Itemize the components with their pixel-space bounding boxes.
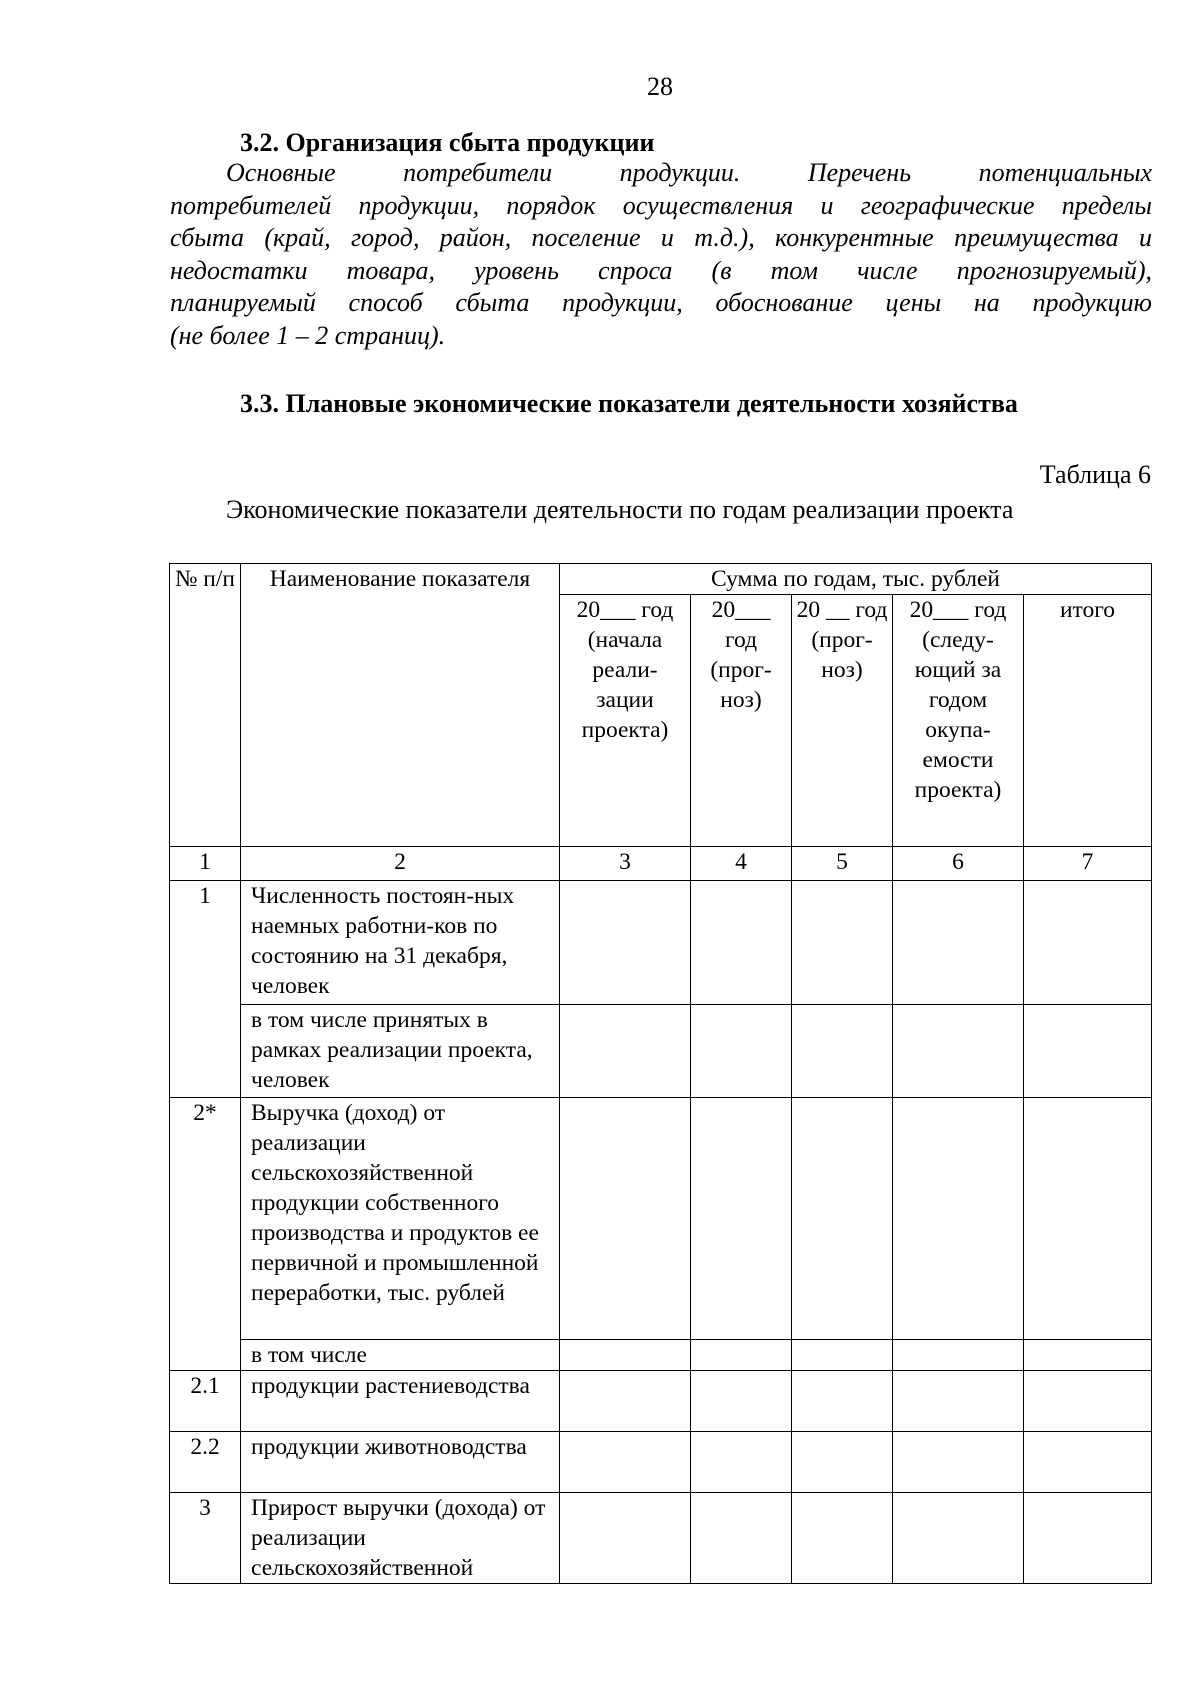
header-total: итого (1024, 595, 1152, 847)
table-caption: Экономические показатели деятельности по годам реализации проекта (226, 495, 1014, 524)
section-3-2-heading: 3.2. Организация сбыта продукции (240, 128, 655, 157)
table-cell (792, 1493, 893, 1584)
row-number: 3 (170, 1493, 241, 1584)
table-cell (1024, 881, 1152, 1005)
table-cell (1024, 1005, 1152, 1098)
table-cell (691, 1340, 792, 1371)
table-row (170, 1493, 1152, 1584)
table-cell (1024, 1432, 1152, 1493)
table-cell (560, 1432, 691, 1493)
table-cell (691, 1371, 792, 1432)
column-numbers-row (170, 847, 1152, 881)
table-cell (1024, 1371, 1152, 1432)
table-row (170, 1371, 1152, 1432)
table-row (170, 1340, 1152, 1371)
row-name: продукции животноводства (241, 1432, 560, 1493)
table-number: Таблица 6 (1039, 460, 1151, 489)
paragraph-line: планируемый способ сбыта продукции, обоснование цены на продукцию (170, 288, 1152, 317)
table-cell (691, 1493, 792, 1584)
paragraph-line: недостатки товара, уровень спроса (в том числе прогнозируемый), (170, 255, 1152, 285)
header-group: Сумма по годам, тыс. рублей (560, 564, 1152, 595)
section-3-2-paragraph (170, 157, 1152, 352)
table-cell (691, 1432, 792, 1493)
table-cell (792, 1371, 893, 1432)
table-cell (560, 881, 691, 1005)
row-number: 2.2 (170, 1432, 241, 1493)
table-row (170, 881, 1152, 1005)
table-cell (893, 1493, 1024, 1584)
row-name: Прирост выручки (дохода) от реализации сельскохозяйственной (241, 1493, 560, 1584)
row-number: 1 (170, 881, 241, 1098)
table-cell (792, 1005, 893, 1098)
table-row (170, 1432, 1152, 1493)
row-number: 2.1 (170, 1371, 241, 1432)
paragraph-line: (не более 1 – 2 страниц). (170, 320, 446, 350)
header-year-1: 20___ год (начала реали-зации проекта) (560, 595, 691, 847)
table-cell (893, 1005, 1024, 1098)
table-cell (893, 881, 1024, 1005)
table-cell (893, 1340, 1024, 1371)
header-year-2: 20___ год (прог-ноз) (691, 595, 792, 847)
table-cell (1024, 1340, 1152, 1371)
table-cell (560, 1098, 691, 1340)
header-year-3: 20 __ год (прог-ноз) (792, 595, 893, 847)
column-number: 7 (1024, 847, 1152, 881)
row-name: в том числе принятых в рамках реализации проекта, человек (241, 1005, 560, 1098)
column-number: 1 (170, 847, 241, 881)
table-cell (792, 881, 893, 1005)
row-number: 2* (170, 1098, 241, 1371)
economic-indicators-table (169, 563, 1152, 1584)
table-row (170, 1098, 1152, 1340)
row-name: Выручка (доход) от реализации сельскохозяйственной продукции собственного производства и продуктов ее первичной и промышленной переработки, тыс. рублей (241, 1098, 560, 1340)
column-number: 3 (560, 847, 691, 881)
table-row (170, 1005, 1152, 1098)
row-name: Численность постоян-ных наемных работни-ков по состоянию на 31 декабря, человек (241, 881, 560, 1005)
row-name: в том числе (241, 1340, 560, 1371)
table-cell (560, 1005, 691, 1098)
paragraph-line: Основные потребители продукции. Перечень потенциальных (226, 158, 1152, 187)
column-number: 4 (691, 847, 792, 881)
table-cell (691, 1005, 792, 1098)
row-name: продукции растениеводства (241, 1371, 560, 1432)
table-cell (893, 1098, 1024, 1340)
table-cell (792, 1098, 893, 1340)
table-cell (1024, 1098, 1152, 1340)
paragraph-line: сбыта (край, город, район, поселение и т.д.), конкурентные преимущества и (170, 223, 1152, 252)
page-number: 28 (647, 72, 673, 101)
column-number: 2 (241, 847, 560, 881)
table-cell (691, 1098, 792, 1340)
table-header-row (170, 564, 1152, 595)
table-cell (792, 1432, 893, 1493)
table-cell (560, 1371, 691, 1432)
table-cell (893, 1432, 1024, 1493)
column-number: 5 (792, 847, 893, 881)
column-number: 6 (893, 847, 1024, 881)
table-cell (792, 1340, 893, 1371)
paragraph-line: потребителей продукции, порядок осуществления и географические пределы (170, 190, 1152, 220)
table-cell (560, 1340, 691, 1371)
table-cell (691, 881, 792, 1005)
section-3-3-heading: 3.3. Плановые экономические показатели деятельности хозяйства (240, 389, 1018, 418)
table-cell (560, 1493, 691, 1584)
header-col-name: Наименование показателя (241, 564, 560, 847)
table-cell (893, 1371, 1024, 1432)
table-cell (1024, 1493, 1152, 1584)
header-col-no: № п/п (170, 564, 241, 847)
header-year-4: 20___ год (следу-ющий за годом окупа-емости проекта) (893, 595, 1024, 847)
